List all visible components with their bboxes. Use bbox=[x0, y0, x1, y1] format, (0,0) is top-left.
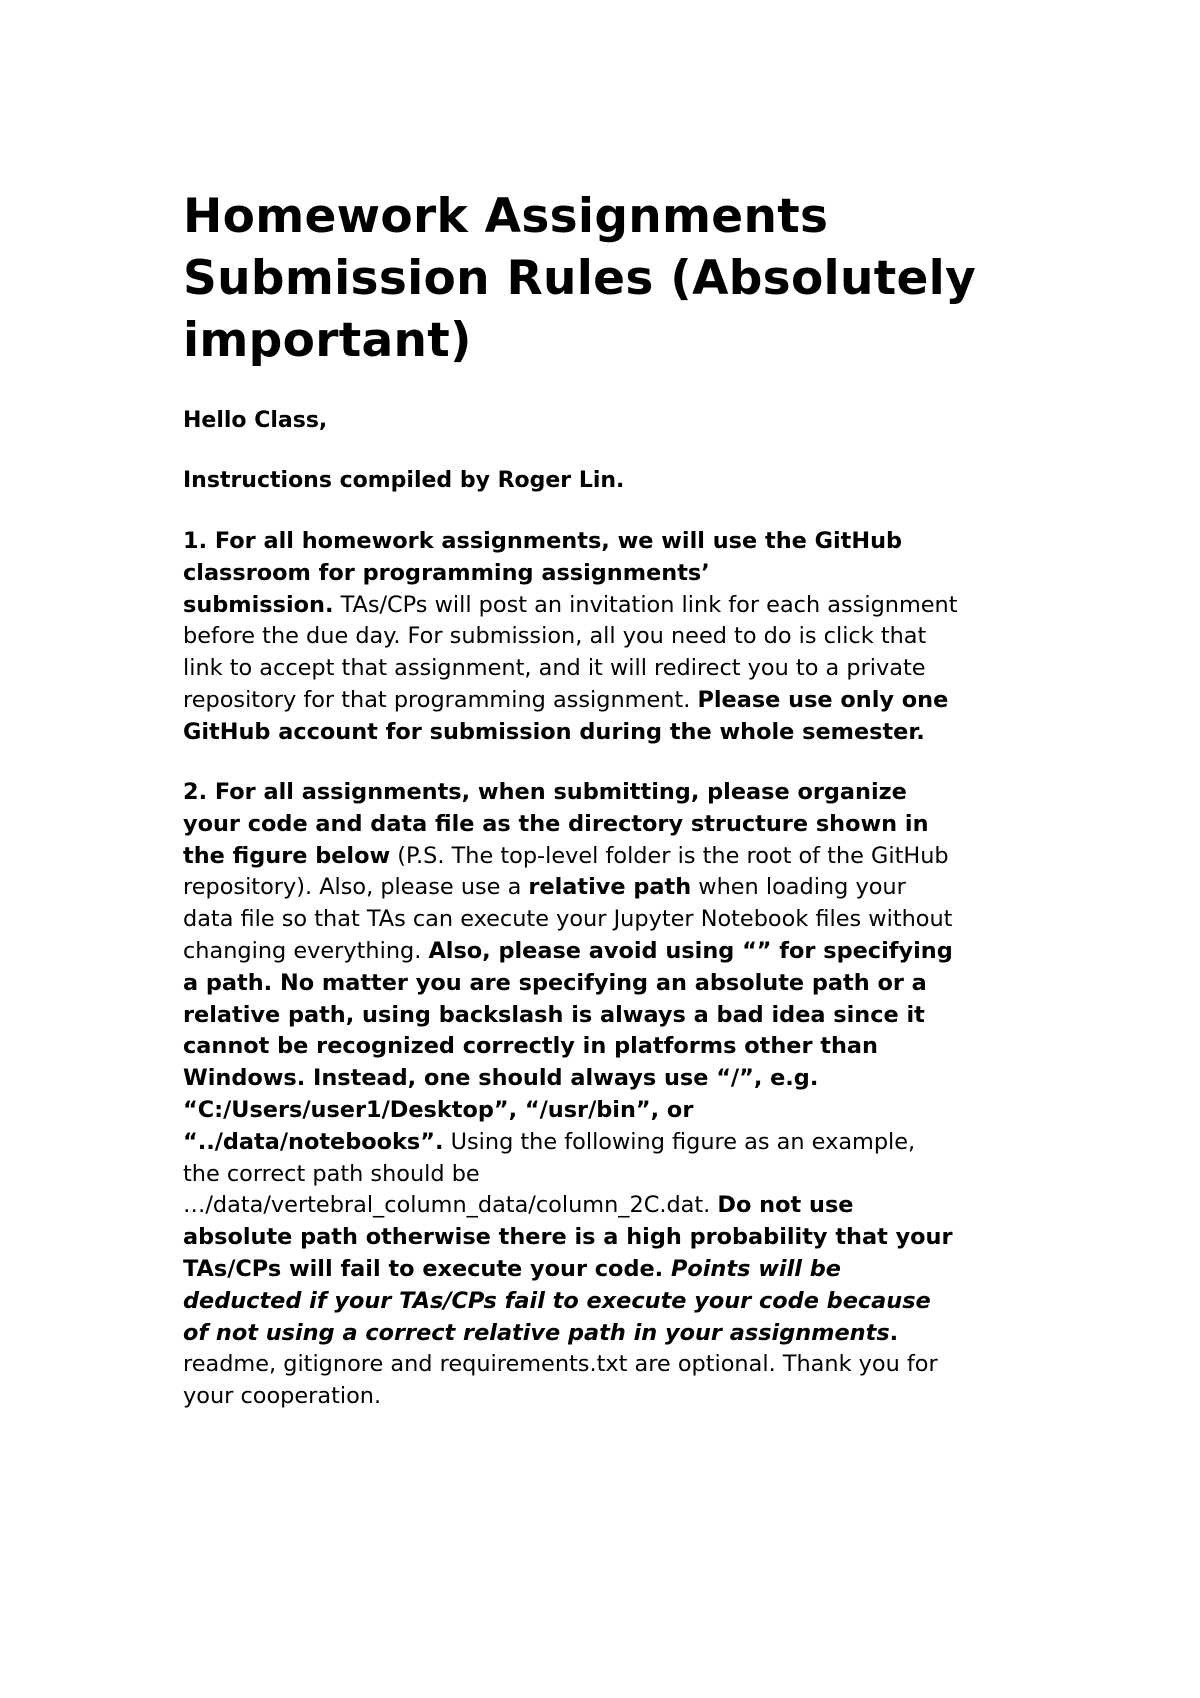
text-run: …/data/vertebral_column_data/column_2C.dat. bbox=[183, 1192, 718, 1219]
title-line: important) bbox=[183, 313, 472, 368]
title-line: Homework Assignments bbox=[183, 189, 829, 244]
author-line: Instructions compiled by Roger Lin. bbox=[183, 468, 625, 493]
text-run: of not using a correct relative path in your assignments bbox=[183, 1319, 890, 1346]
text-run: your cooperation. bbox=[183, 1383, 382, 1410]
text-run: a path. No matter you are specifying an absolute path or a bbox=[183, 969, 927, 996]
text-run: relative path, using backslash is always a bad idea since it bbox=[183, 1001, 925, 1028]
text-run: TAs/CPs will post an invitation link for each assignment bbox=[333, 591, 958, 618]
text-run: the correct path should be bbox=[183, 1160, 480, 1187]
text-run: Using the following figure as an example, bbox=[443, 1128, 916, 1155]
greeting: Hello Class, bbox=[183, 408, 328, 433]
text-run: “C:/Users/user1/Desktop”, “/usr/bin”, or bbox=[183, 1096, 694, 1123]
text-run: 1. For all homework assignments, we will use the GitHub bbox=[183, 528, 903, 554]
text-run: Please use only one bbox=[697, 686, 949, 713]
text-run: Also, please avoid using “” for specifying bbox=[428, 937, 953, 964]
text-run: GitHub account for submission during the whole semester. bbox=[183, 718, 925, 745]
text-run: 2. For all assignments, when submitting, please organize bbox=[183, 779, 907, 805]
text-run: repository for that programming assignment. bbox=[183, 686, 698, 713]
text-run: (P.S. The top-level folder is the root of the GitHub bbox=[390, 842, 949, 869]
text-run: data file so that TAs can execute your Jupyter Notebook files without bbox=[183, 906, 953, 933]
text-run: relative path bbox=[528, 874, 692, 901]
text-run: repository). Also, please use a bbox=[183, 874, 529, 901]
paragraph-directory-structure bbox=[183, 777, 953, 1413]
text-run: absolute path otherwise there is a high probability that your bbox=[183, 1224, 953, 1251]
text-run: link to accept that assignment, and it will redirect you to a private bbox=[183, 655, 926, 682]
text-run: classroom for programming assignments’ bbox=[183, 559, 710, 586]
text-run: . bbox=[889, 1319, 899, 1346]
text-run: before the due day. For submission, all you need to do is click that bbox=[183, 623, 927, 650]
text-run: changing everything. bbox=[183, 937, 429, 964]
text-run: Windows. Instead, one should always use “/”, e.g. bbox=[183, 1065, 819, 1092]
text-run: Points will be bbox=[670, 1255, 841, 1282]
text-run: “../data/notebooks”. bbox=[183, 1128, 444, 1155]
text-run: the figure below bbox=[183, 842, 391, 869]
text-run: cannot be recognized correctly in platforms other than bbox=[183, 1033, 878, 1060]
text-run: readme, gitignore and requirements.txt are optional. Thank you for bbox=[183, 1351, 938, 1378]
text-run: Do not use bbox=[717, 1192, 854, 1219]
text-run: when loading your bbox=[691, 874, 906, 901]
document-title bbox=[183, 186, 1033, 372]
text-run: your code and data file as the directory structure shown in bbox=[183, 810, 929, 837]
text-run: submission. bbox=[183, 591, 334, 618]
title-line: Submission Rules (Absolutely bbox=[183, 251, 977, 306]
text-run: deducted if your TAs/CPs fail to execute your code because bbox=[183, 1287, 931, 1314]
paragraph-github-classroom bbox=[183, 526, 958, 749]
text-run: TAs/CPs will fail to execute your code. bbox=[183, 1255, 671, 1282]
